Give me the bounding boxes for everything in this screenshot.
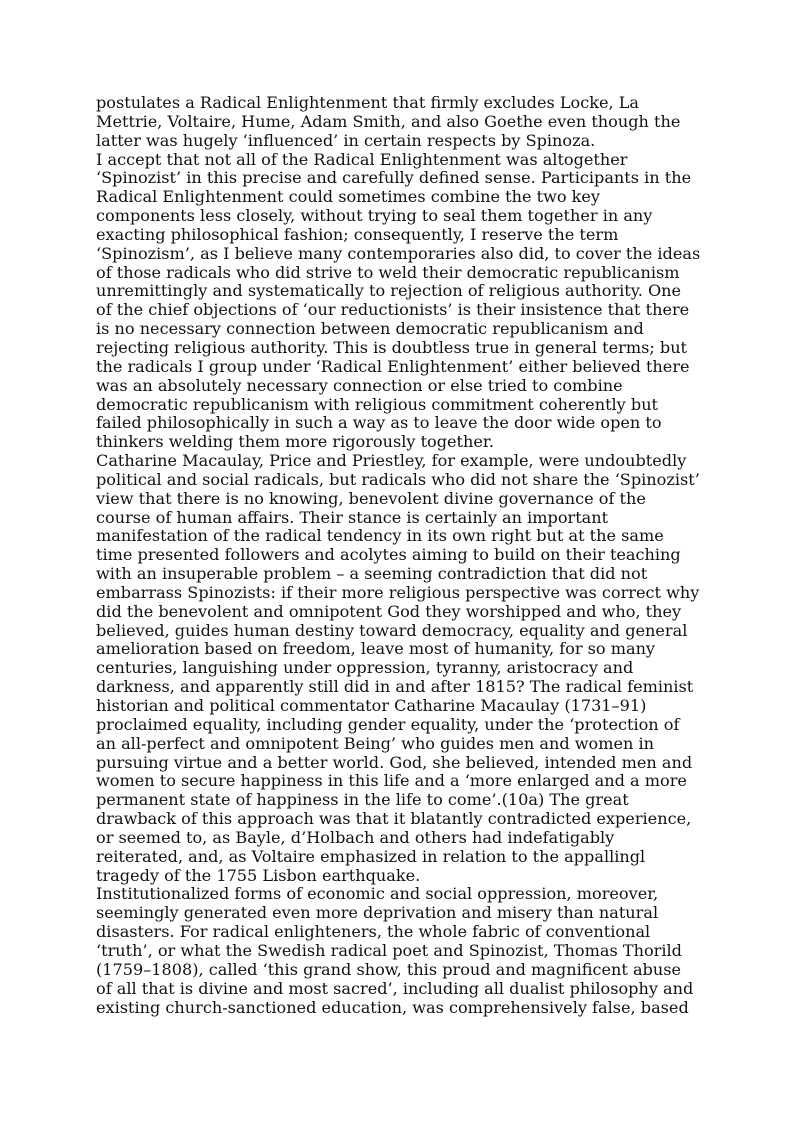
- document-page: [96, 94, 716, 1017]
- paragraph: Institutionalized forms of economic and social oppression, moreover, seemingly generated even more deprivation and misery than natural disasters. For radical enlighteners, the whole fabric of conventional ‘truth’, or what the Swedish radical poet and Spinozist, Thomas Thorild (1759–1808), called ‘this grand show, this proud and magnificent abuse of all that is divine and most sacred’, including all dualist philosophy and existing church-sanctioned education, was comprehensively false, based: [96, 884, 694, 1017]
- paragraph: Catharine Macaulay, Price and Priestley, for example, were undoubtedly political and social radicals, but radicals who did not share the ‘Spinozist’ view that there is no knowing, benevolent divine governance of the course of human affairs. Their stance is certainly an important manifestation of the radical tendency in its own right but at the same time presented followers and acolytes aiming to build on their teaching with an insuperable problem – a seeming contradiction that did not embarrass Spinozists: if their more religious perspective was correct why did the benevolent and omnipotent God they worshipped and who, they believed, guides human destiny toward democracy, equality and general amelioration based on freedom, leave most of humanity, for so many centuries, languishing under oppression, tyranny, aristocracy and darkness, and apparently still did in and after 1815? The radical feminist historian and political commentator Catharine Macaulay (1731–91) proclaimed equality, including gender equality, under the ‘protection of an all-perfect and omnipotent Being’ who guides men and women in pursuing virtue and a better world. God, she believed, intended men and women to secure happiness in this life and a ‘more enlarged and a more permanent state of happiness in the life to come’.(10a) The great drawback of this approach was that it blatantly contradicted experience, or seemed to, as Bayle, d’Holbach and others had indefatigably reiterated, and, as Voltaire emphasized in relation to the appallingl tragedy of the 1755 Lisbon earthquake.: [96, 451, 700, 885]
- paragraph: postulates a Radical Enlightenment that firmly excludes Locke, La Mettrie, Voltaire, Hume, Adam Smith, and also Goethe even though the latter was hugely ‘influenced’ in certain respects by Spinoza.: [96, 93, 681, 150]
- paragraph: I accept that not all of the Radical Enlightenment was altogether ‘Spinozist’ in this precise and carefully defined sense. Participants in the Radical Enlightenment could sometimes combine the two key components less closely, without trying to seal them together in any exacting philosophical fashion; consequently, I reserve the term ‘Spinozism’, as I believe many contemporaries also did, to cover the ideas of those radicals who did strive to weld their democratic republicanism unremittingly and systematically to rejection of religious authority. One of the chief objections of ‘our reductionists’ is their insistence that there is no necessary connection between democratic republicanism and rejecting religious authority. This is doubtless true in general terms; but the radicals I group under ‘Radical Enlightenment’ either believed there was an absolutely necessary connection or else tried to combine democratic republicanism with religious commitment coherently but failed philosophically in such a way as to leave the door wide open to thinkers welding them more rigorously together.: [96, 149, 701, 452]
